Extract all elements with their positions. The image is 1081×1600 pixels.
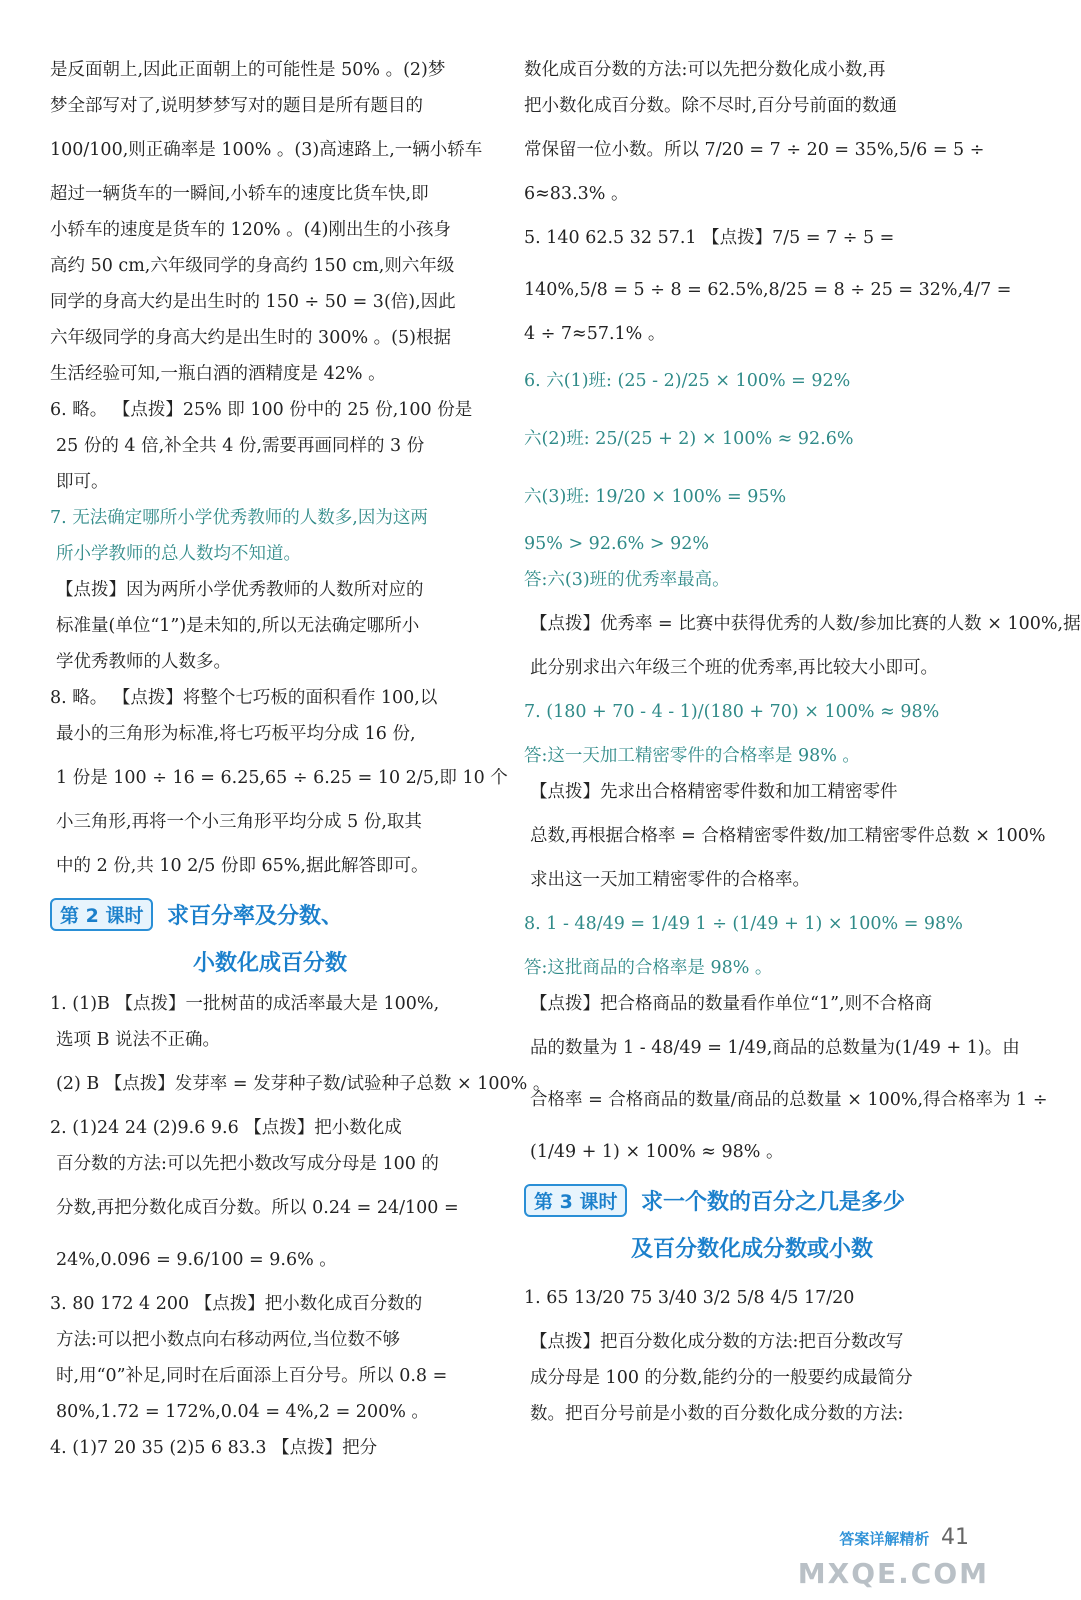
text-line: 求出这一天加工精密零件的合格率。 — [530, 870, 810, 890]
text-line: 六(2)班: 25/(25 + 2) × 100% ≈ 92.6% — [524, 429, 854, 449]
text-line: (2) B 【点拨】发芽率 = 发芽种子数/试验种子总数 × 100% 。 — [56, 1074, 551, 1094]
text-line: 数。把百分号前是小数的百分数化成分数的方法: — [530, 1404, 904, 1424]
left-column — [50, 52, 551, 1466]
text-line: 数化成百分数的方法:可以先把分数化成小数,再 — [524, 60, 886, 80]
answer-7: 7. 无法确定哪所小学优秀教师的人数多,因为这两 — [50, 508, 428, 528]
text-line: 同学的身高大约是出生时的 150 ÷ 50 = 3(倍),因此 — [50, 292, 456, 312]
answer-1: 1. 65 13/20 75 3/40 3/2 5/8 4/5 17/20 — [524, 1288, 855, 1308]
lesson-badge: 第 2 课时 — [50, 898, 153, 931]
answer-6: 6. 六(1)班: (25 - 2)/25 × 100% = 92% — [524, 371, 851, 391]
answer-4: 4. (1)7 20 35 (2)5 6 83.3 【点拨】把分 — [50, 1438, 378, 1458]
text-line: 最小的三角形为标准,将七巧板平均分成 16 份, — [56, 724, 416, 744]
answer-5: 5. 140 62.5 32 57.1 【点拨】7/5 = 7 ÷ 5 = — [524, 228, 895, 248]
hint-line: 【点拨】把合格商品的数量看作单位“1”,则不合格商 — [530, 994, 933, 1014]
text-line: 品的数量为 1 - 48/49 = 1/49,商品的总数量为(1/49 + 1)。由 — [530, 1038, 1020, 1058]
answer-2: 2. (1)24 24 (2)9.6 9.6 【点拨】把小数化成 — [50, 1118, 402, 1138]
text-line: 即可。 — [56, 472, 109, 492]
text-line: 梦全部写对了,说明梦梦写对的题目是所有题目的 — [50, 96, 424, 116]
text-line: 成分母是 100 的分数,能约分的一般要约成最简分 — [530, 1368, 913, 1388]
text-line: 1 份是 100 ÷ 16 = 6.25,65 ÷ 6.25 = 10 2/5,即 10 个 — [56, 768, 508, 788]
hint-line: 【点拨】先求出合格精密零件数和加工精密零件 — [530, 782, 898, 802]
page-number: 41 — [941, 1525, 969, 1550]
text-line: 分数,再把分数化成百分数。所以 0.24 = 24/100 = — [56, 1198, 459, 1218]
text-line: 24%,0.096 = 9.6/100 = 9.6% 。 — [56, 1250, 337, 1270]
text-line: 答:这批商品的合格率是 98% 。 — [524, 958, 773, 978]
text-line: 六(3)班: 19/20 × 100% = 95% — [524, 487, 787, 507]
text-line: 80%,1.72 = 172%,0.04 = 4%,2 = 200% 。 — [56, 1402, 429, 1422]
text-line: 答:六(3)班的优秀率最高。 — [524, 570, 730, 590]
section-header-lesson-2 — [50, 898, 490, 942]
answer-8: 8. 1 - 48/49 = 1/49 1 ÷ (1/49 + 1) × 100% = 98% — [524, 914, 963, 934]
section-title-line2: 小数化成百分数 — [192, 951, 347, 976]
text-line: 4 ÷ 7≈57.1% 。 — [524, 324, 666, 344]
hint-line: 【点拨】因为两所小学优秀教师的人数所对应的 — [56, 580, 424, 600]
answer-7: 7. (180 + 70 - 4 - 1)/(180 + 70) × 100% ≈ 98% — [524, 702, 940, 722]
right-column — [524, 52, 1081, 1432]
lesson-badge: 第 3 课时 — [524, 1184, 627, 1217]
section-header-lesson-3 — [524, 1184, 980, 1228]
text-line: 6≈83.3% 。 — [524, 184, 629, 204]
footer-label: 答案详解精析 — [839, 1530, 930, 1548]
text-line: 小三角形,再将一个小三角形平均分成 5 份,取其 — [56, 812, 422, 832]
hint-line: 【点拨】把百分数化成分数的方法:把百分数改写 — [530, 1332, 904, 1352]
text-line: 常保留一位小数。所以 7/20 = 7 ÷ 20 = 35%,5/6 = 5 ÷ — [524, 140, 985, 160]
section-title-line2: 及百分数化成分数或小数 — [630, 1237, 873, 1262]
text-line: 小轿车的速度是货车的 120% 。(4)刚出生的小孩身 — [50, 220, 451, 240]
page-footer — [839, 1525, 969, 1550]
text-line: 此分别求出六年级三个班的优秀率,再比较大小即可。 — [530, 658, 939, 678]
text-line: 标准量(单位“1”)是未知的,所以无法确定哪所小 — [56, 616, 420, 636]
text-line: 把小数化成百分数。除不尽时,百分号前面的数通 — [524, 96, 898, 116]
answer-6: 6. 略。 【点拨】25% 即 100 份中的 25 份,100 份是 — [50, 400, 473, 420]
text-line: 生活经验可知,一瓶白酒的酒精度是 42% 。 — [50, 364, 386, 384]
text-line: 方法:可以把小数点向右移动两位,当位数不够 — [56, 1330, 400, 1350]
answer-8: 8. 略。 【点拨】将整个七巧板的面积看作 100,以 — [50, 688, 438, 708]
text-line: 百分数的方法:可以先把小数改写成分母是 100 的 — [56, 1154, 439, 1174]
text-line: 中的 2 份,共 10 2/5 份即 65%,据此解答即可。 — [56, 856, 429, 876]
hint-line: 【点拨】优秀率 = 比赛中获得优秀的人数/参加比赛的人数 × 100%,据 — [530, 614, 1081, 634]
text-line: 是反面朝上,因此正面朝上的可能性是 50% 。(2)梦 — [50, 60, 446, 80]
section-title: 求一个数的百分之几是多少 — [641, 1190, 906, 1215]
text-line: 95% > 92.6% > 92% — [524, 534, 709, 554]
text-line: 超过一辆货车的一瞬间,小轿车的速度比货车快,即 — [50, 184, 429, 204]
watermark: MXQE.COM — [797, 1557, 989, 1590]
text-line: 140%,5/8 = 5 ÷ 8 = 62.5%,8/25 = 8 ÷ 25 = 32%,4/7 = — [524, 280, 1012, 300]
text-line: 选项 B 说法不正确。 — [56, 1030, 220, 1050]
text-line: 100/100,则正确率是 100% 。(3)高速路上,一辆小轿车 — [50, 140, 483, 160]
text-line: 所小学教师的总人数均不知道。 — [56, 544, 301, 564]
section-title: 求百分率及分数、 — [167, 904, 344, 929]
text-line: 学优秀教师的人数多。 — [56, 652, 231, 672]
text-line: 时,用“0”补足,同时在后面添上百分号。所以 0.8 = — [56, 1366, 448, 1386]
text-line: 六年级同学的身高大约是出生时的 300% 。(5)根据 — [50, 328, 451, 348]
text-line: 答:这一天加工精密零件的合格率是 98% 。 — [524, 746, 860, 766]
text-line: 高约 50 cm,六年级同学的身高约 150 cm,则六年级 — [50, 256, 455, 276]
text-line: (1/49 + 1) × 100% ≈ 98% 。 — [530, 1142, 784, 1162]
text-line: 合格率 = 合格商品的数量/商品的总数量 × 100%,得合格率为 1 ÷ — [530, 1090, 1048, 1110]
text-line: 总数,再根据合格率 = 合格精密零件数/加工精密零件总数 × 100% — [530, 826, 1046, 846]
answer-1: 1. (1)B 【点拨】一批树苗的成活率最大是 100%, — [50, 994, 440, 1014]
text-line: 25 份的 4 倍,补全共 4 份,需要再画同样的 3 份 — [56, 436, 425, 456]
answer-3: 3. 80 172 4 200 【点拨】把小数化成百分数的 — [50, 1294, 423, 1314]
